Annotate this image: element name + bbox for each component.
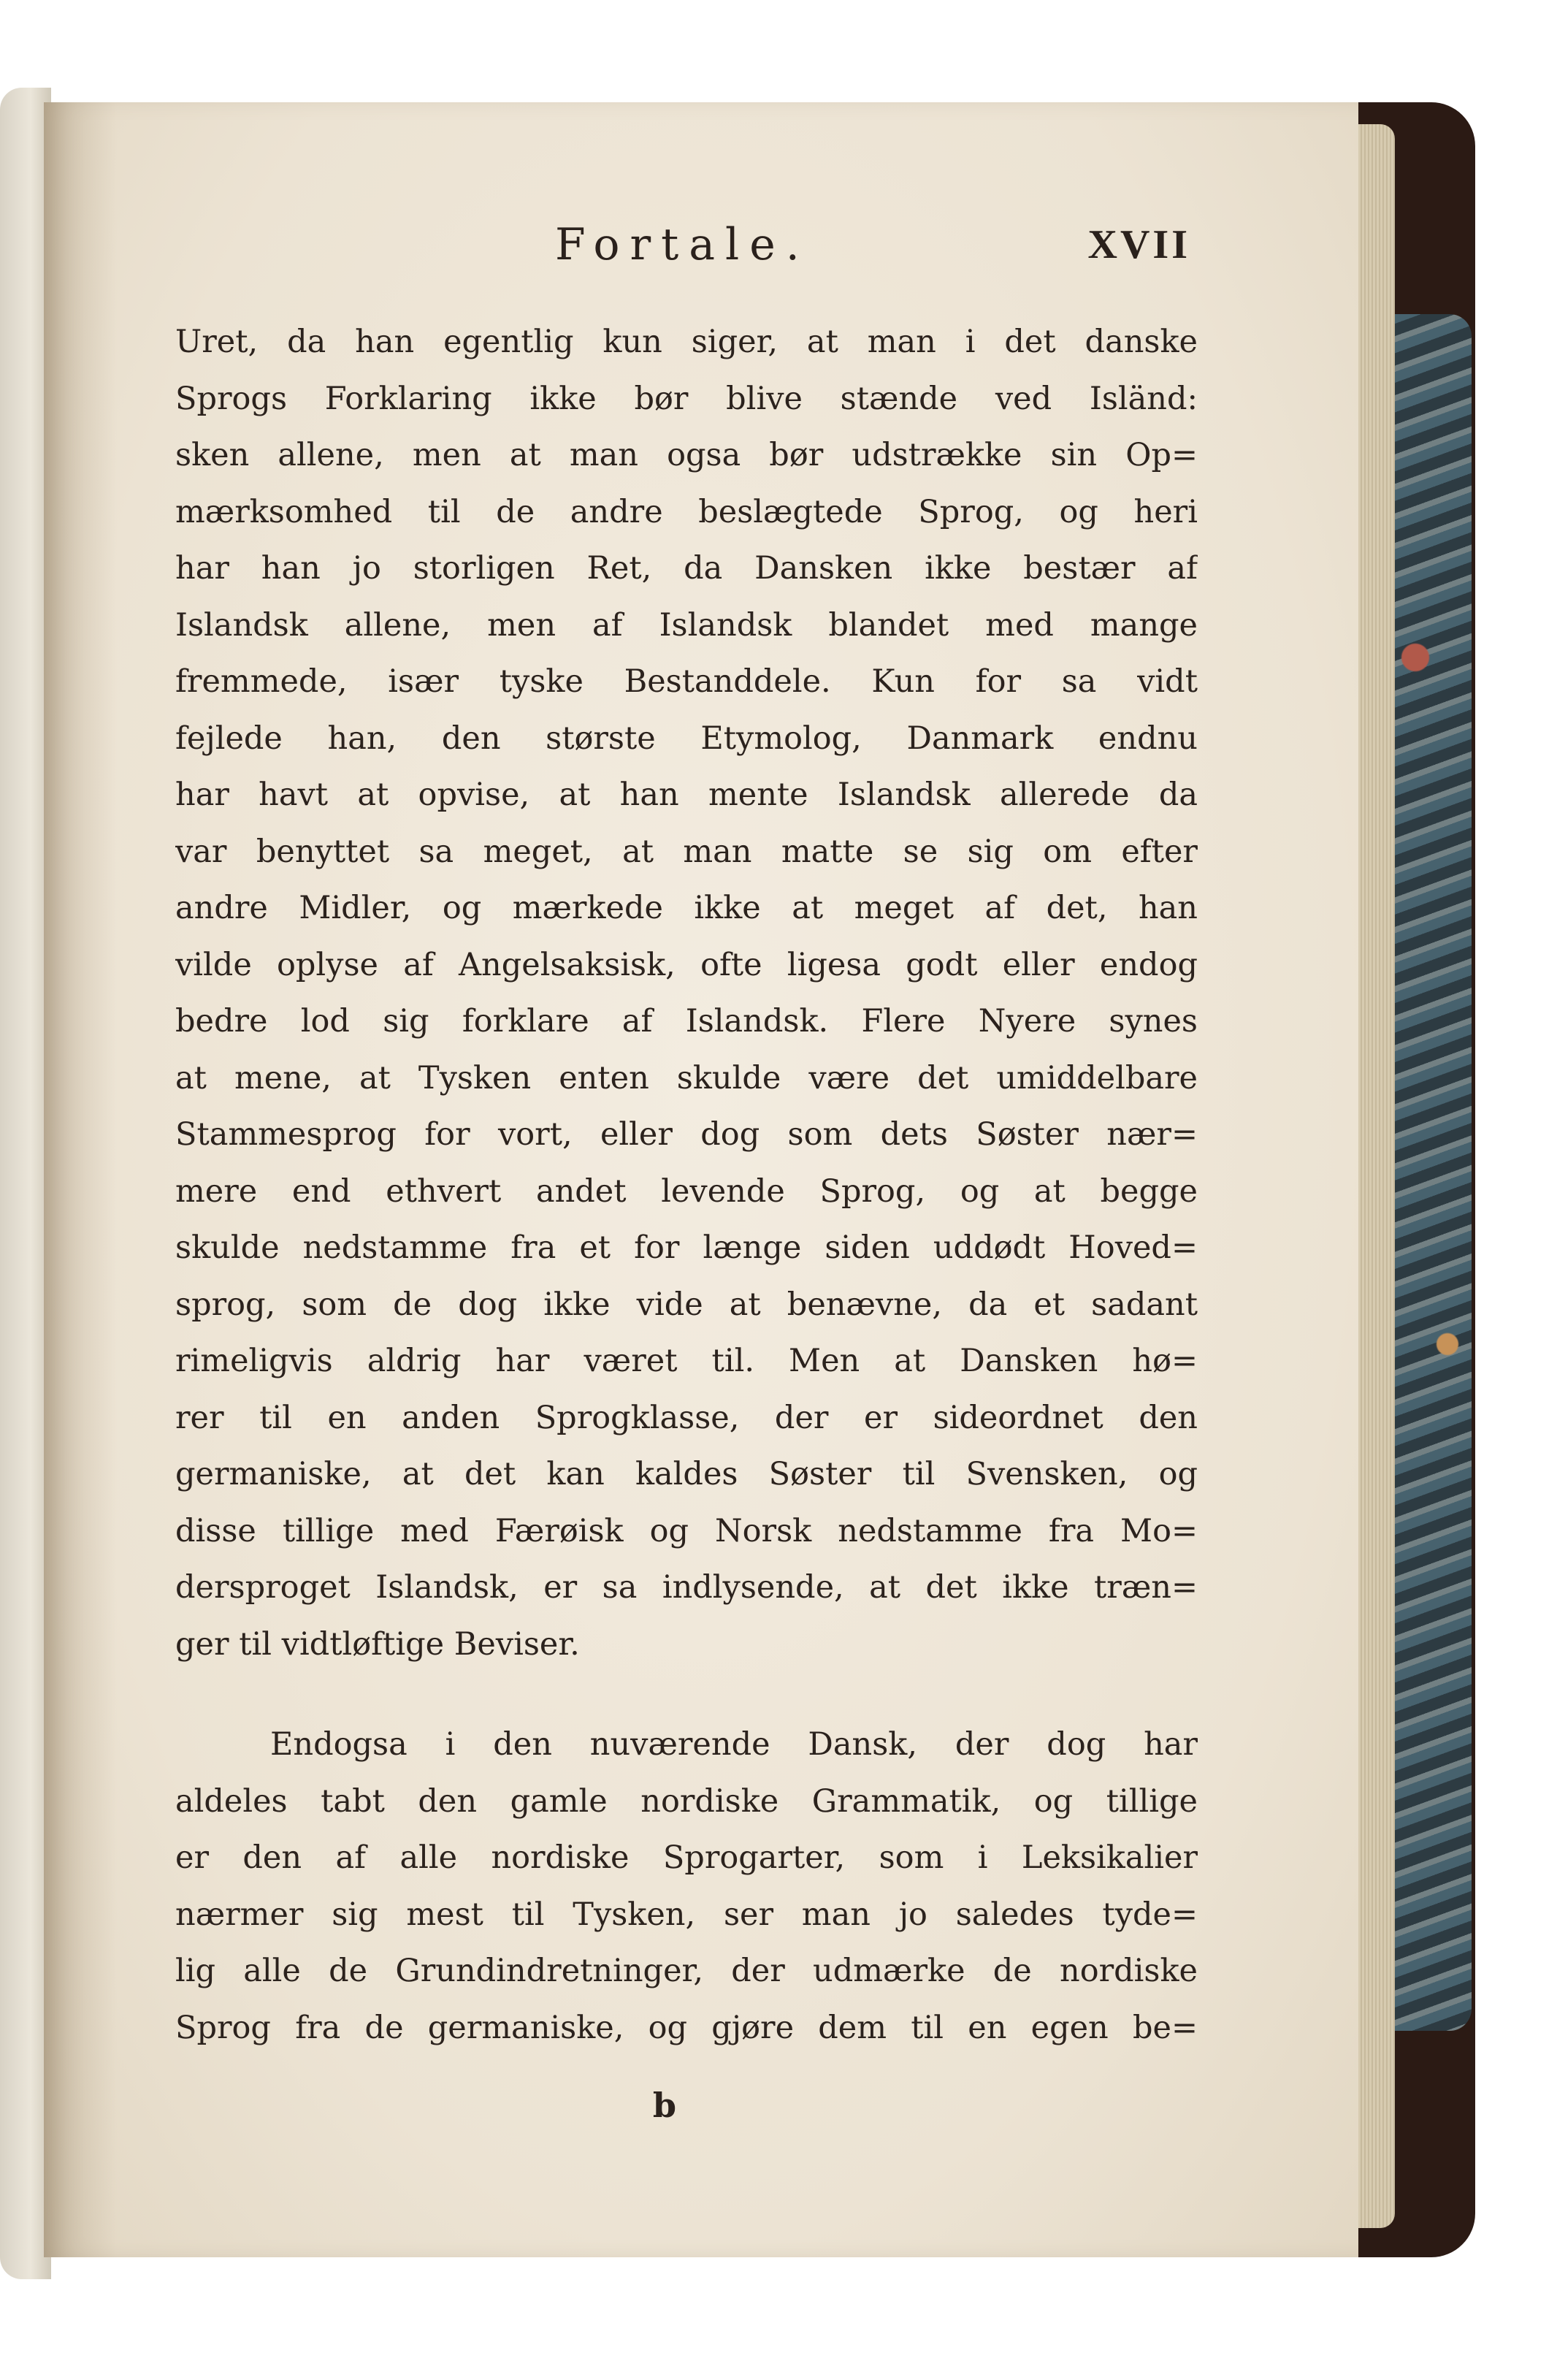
text-line: Stammesprog for vort, eller dog som dets Søster nær= <box>175 1116 1198 1153</box>
text-line: bedre lod sig forklare af Islandsk. Flere Nyere synes <box>175 1003 1198 1040</box>
text-line: Sprogs Forklaring ikke bør blive stænde ved Isländ: <box>175 380 1198 417</box>
paragraph <box>175 1717 1198 2056</box>
text-line: dersproget Islandsk, er sa indlysende, at det ikke træn= <box>175 1569 1198 1606</box>
text-line: fejlede han, den største Etymolog, Danmark endnu <box>175 720 1198 757</box>
text-line: ger til vidtløftige Beviser. <box>175 1625 580 1663</box>
page-number: XVII <box>1087 222 1190 267</box>
marbled-edge <box>1391 314 1472 2031</box>
text-line: Uret, da han egentlig kun siger, at man i det danske <box>175 324 1198 360</box>
text-line: lig alle de Grundindretninger, der udmærke de nordiske <box>175 1953 1198 1989</box>
text-line: har havt at opvise, at han mente Islandsk allerede da <box>175 777 1198 813</box>
page-gutter <box>44 102 117 2257</box>
text-line: at mene, at Tysken enten skulde være det umiddelbare <box>175 1059 1198 1096</box>
text-line: Sprog fra de germaniske, og gjøre dem til en egen be= <box>175 2009 1198 2046</box>
text-line: rer til en anden Sprogklasse, der er sideordnet den <box>175 1399 1198 1436</box>
page-header <box>555 212 1190 278</box>
text-line: disse tillige med Færøisk og Norsk nedstamme fra Mo= <box>175 1512 1198 1549</box>
text-line: Islandsk allene, men af Islandsk blandet med mange <box>175 606 1198 644</box>
text-line: germaniske, at det kan kaldes Søster til Svensken, og <box>175 1456 1198 1492</box>
text-line: sken allene, men at man ogsa bør udstrække sin Op= <box>175 437 1198 473</box>
running-head: Fortale. <box>555 219 810 270</box>
text-line: vilde oplyse af Angelsaksisk, ofte ligesa godt eller endog <box>175 946 1198 983</box>
body-text <box>175 314 1198 2056</box>
signature-mark: b <box>652 2086 677 2125</box>
text-line: mærksomhed til de andre beslægtede Sprog, og heri <box>175 493 1198 530</box>
text-line: er den af alle nordiske Sprogarter, som i Leksikalier <box>175 1839 1198 1876</box>
text-line: skulde nedstamme fra et for længe siden uddødt Hoved= <box>175 1229 1198 1266</box>
paragraph <box>175 314 1198 1673</box>
text-line: var benyttet sa meget, at man matte se sig om efter <box>175 833 1198 870</box>
text-line: mere end ethvert andet levende Sprog, og at begge <box>175 1172 1198 1210</box>
text-line: rimeligvis aldrig har været til. Men at Dansken hø= <box>175 1343 1198 1379</box>
text-line: fremmede, især tyske Bestanddele. Kun for sa vidt <box>175 663 1198 700</box>
text-line: har han jo storligen Ret, da Dansken ikke bestær af <box>175 550 1198 587</box>
text-line: Endogsa i den nuværende Dansk, der dog har <box>270 1726 1198 1763</box>
text-line: andre Midler, og mærkede ikke at meget af det, han <box>175 890 1198 926</box>
text-line: nærmer sig mest til Tysken, ser man jo saledes tyde= <box>175 1896 1198 1933</box>
text-line: sprog, som de dog ikke vide at benævne, da et sadant <box>175 1286 1198 1323</box>
paragraph-gap <box>175 1673 1198 1717</box>
text-line: aldeles tabt den gamle nordiske Grammatik, og tillige <box>175 1782 1198 1820</box>
